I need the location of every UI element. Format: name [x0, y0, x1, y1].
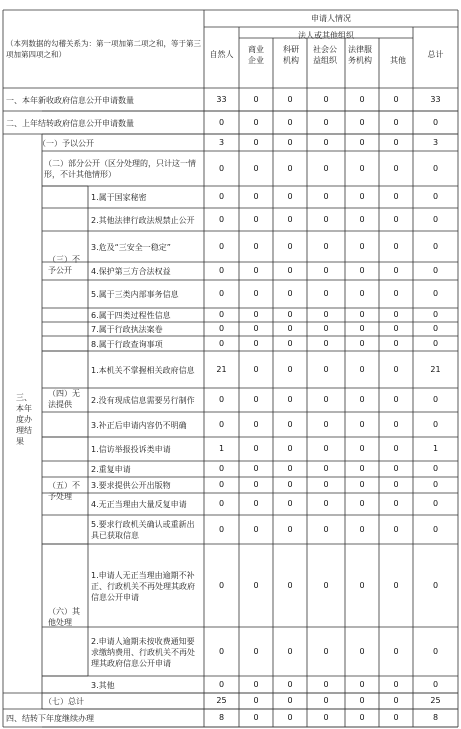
cell-natural: 0 [218, 395, 225, 404]
header-other: 其他 [390, 56, 406, 65]
cell-other: 0 [393, 480, 399, 489]
group-not-disclosed: （三）不予公开 [48, 255, 80, 275]
cell-other: 0 [393, 338, 399, 348]
cell-total: 25 [430, 696, 441, 705]
header-legal-orgs: 法人或其他组织 [298, 31, 354, 40]
cell-research: 0 [287, 214, 293, 224]
header-total: 总计 [427, 50, 444, 59]
cell-total: 0 [432, 524, 439, 534]
cell-natural: 25 [216, 696, 227, 705]
cell-other: 0 [393, 94, 399, 104]
cell-other: 0 [393, 679, 399, 689]
cell-other: 0 [393, 163, 399, 173]
cell-research: 0 [287, 192, 293, 201]
cell-legal: 0 [359, 266, 365, 275]
cell-commercial: 0 [253, 289, 259, 298]
cell-research: 0 [287, 338, 293, 348]
cell-total: 0 [432, 395, 439, 404]
cell-natural: 0 [218, 192, 225, 201]
cell-other: 0 [393, 289, 399, 298]
cell-research: 0 [287, 94, 293, 104]
cell-commercial: 0 [253, 192, 259, 201]
cell-legal: 0 [359, 419, 365, 429]
cell-social: 0 [323, 266, 329, 275]
cell-natural: 0 [218, 117, 225, 127]
cell-commercial: 0 [253, 338, 259, 348]
cell-natural: 0 [218, 214, 225, 224]
cell-research: 0 [287, 163, 293, 173]
cell-research: 0 [287, 419, 293, 429]
cell-natural: 0 [218, 464, 225, 473]
row-label: 1.本机关不掌握相关政府信息 [91, 365, 195, 375]
cell-social: 0 [323, 214, 329, 224]
row-label: 四、结转下年度继续办理 [6, 713, 94, 723]
cell-social: 0 [323, 696, 329, 705]
cell-legal: 0 [359, 713, 365, 722]
cell-research: 0 [287, 266, 293, 275]
row-label: 4.保护第三方合法权益 [91, 266, 171, 276]
cell-social: 0 [323, 395, 329, 404]
cell-natural: 21 [216, 364, 227, 374]
cell-natural: 0 [218, 338, 225, 348]
cell-commercial: 0 [253, 310, 259, 319]
cell-natural: 0 [218, 646, 225, 656]
cell-other: 0 [393, 646, 399, 656]
header-applicant-info: 申请人情况 [311, 14, 351, 23]
cell-commercial: 0 [253, 679, 259, 689]
cell-research: 0 [287, 241, 293, 251]
row-label: （二）部分公开（区分处理的，只计这一情形，不计其他情形） [44, 159, 196, 179]
cell-social: 0 [323, 338, 329, 348]
cell-natural: 0 [218, 310, 225, 319]
cell-commercial: 0 [253, 580, 259, 590]
cell-social: 0 [323, 480, 329, 489]
cell-total: 8 [432, 713, 439, 722]
row-label: （一）予以公开 [38, 138, 94, 148]
cell-total: 0 [432, 679, 439, 689]
cell-social: 0 [323, 580, 329, 590]
row-label: 2.没有现成信息需要另行制作 [91, 396, 195, 405]
cell-total: 0 [432, 480, 439, 489]
cell-other: 0 [393, 395, 399, 404]
cell-total: 3 [432, 137, 439, 147]
row-label: 1.申请人无正当理由逾期不补正、行政机关不再处理其政府信息公开申请 [91, 570, 195, 602]
cell-legal: 0 [359, 679, 365, 689]
header-legal-service: 法律服务机构 [348, 45, 372, 65]
cell-natural: 0 [218, 324, 225, 333]
cell-total: 0 [432, 419, 439, 429]
row-label: 一、本年新收政府信息公开申请数量 [6, 95, 134, 105]
cell-legal: 0 [359, 324, 365, 333]
cell-total: 0 [432, 289, 439, 298]
cell-total: 0 [432, 163, 439, 173]
row-label: 3.其他 [91, 680, 115, 690]
cell-research: 0 [287, 324, 293, 333]
cell-other: 0 [393, 696, 399, 705]
cell-social: 0 [323, 163, 329, 173]
cell-research: 0 [287, 580, 293, 590]
cell-legal: 0 [359, 192, 365, 201]
cell-natural: 0 [218, 580, 225, 590]
cell-total: 0 [432, 338, 439, 348]
cell-other: 0 [393, 192, 399, 201]
cell-social: 0 [323, 419, 329, 429]
cell-legal: 0 [359, 364, 365, 374]
row-label: 3.危及“三安全一稳定” [91, 242, 171, 252]
cell-commercial: 0 [253, 94, 259, 104]
cell-other: 0 [393, 310, 399, 319]
cell-total: 1 [432, 444, 439, 453]
header-research: 科研机构 [283, 45, 299, 65]
cell-other: 0 [393, 137, 399, 147]
cell-legal: 0 [359, 94, 365, 104]
cell-natural: 0 [218, 480, 225, 489]
cell-other: 0 [393, 713, 399, 722]
cell-social: 0 [323, 137, 329, 147]
row-label: 2.其他法律行政法规禁止公开 [91, 215, 195, 225]
row-label: 3.要求提供公开出版物 [91, 480, 171, 490]
cell-commercial: 0 [253, 499, 259, 508]
cell-total: 0 [432, 266, 439, 275]
cell-social: 0 [323, 444, 329, 453]
cell-legal: 0 [359, 117, 365, 127]
cell-research: 0 [287, 499, 293, 508]
cell-social: 0 [323, 241, 329, 251]
cell-commercial: 0 [253, 419, 259, 429]
cell-total: 21 [430, 364, 441, 374]
row-label: 2.重复申请 [91, 464, 131, 474]
cell-legal: 0 [359, 580, 365, 590]
cell-social: 0 [323, 192, 329, 201]
cell-legal: 0 [359, 289, 365, 298]
row-label: 8.属于行政查询事项 [91, 339, 163, 349]
cell-total: 33 [430, 94, 441, 104]
header-natural-person: 自然人 [209, 50, 234, 59]
cell-natural: 0 [218, 524, 225, 534]
cell-commercial: 0 [253, 444, 259, 453]
cell-research: 0 [287, 310, 293, 319]
cell-natural: 0 [218, 419, 225, 429]
row-label: 5.要求行政机关确认或重新出具已获取信息 [91, 520, 195, 540]
cell-commercial: 0 [253, 214, 259, 224]
cell-total: 0 [432, 324, 439, 333]
row-label: 1.信访举报投诉类申请 [91, 445, 171, 454]
row-label: 4.无正当理由大量反复申请 [91, 499, 187, 509]
section-results-label: 三、本年度办理结果 [16, 393, 32, 446]
group-other-processing: （六）其他处理 [48, 607, 80, 627]
row-label: 7.属于行政执法案卷 [91, 324, 163, 334]
cell-commercial: 0 [253, 395, 259, 404]
cell-research: 0 [287, 289, 293, 298]
cell-social: 0 [323, 713, 329, 722]
row-label: 2.申请人逾期未按收费通知要求缴纳费用、行政机关不再处理其政府信息公开申请 [91, 636, 195, 668]
cell-legal: 0 [359, 163, 365, 173]
cell-commercial: 0 [253, 324, 259, 333]
group-cannot-provide: （四）无法提供 [48, 389, 80, 409]
cell-natural: 0 [218, 266, 225, 275]
row-label: （七）总计 [44, 696, 84, 706]
row-label: 1.属于国家秘密 [91, 192, 147, 202]
cell-commercial: 0 [253, 364, 259, 374]
cell-commercial: 0 [253, 117, 259, 127]
cell-social: 0 [323, 524, 329, 534]
cell-other: 0 [393, 444, 399, 453]
cell-other: 0 [393, 241, 399, 251]
header-note: （本列数据的勾稽关系为：第一项加第二项之和，等于第三项加第四项之和） [6, 39, 201, 59]
header-social: 社会公益组织 [313, 45, 337, 65]
cell-natural: 33 [216, 94, 227, 104]
row-label: 3.补正后申请内容仍不明确 [91, 420, 187, 430]
cell-natural: 0 [218, 679, 225, 689]
cell-social: 0 [323, 289, 329, 298]
cell-legal: 0 [359, 480, 365, 489]
cell-legal: 0 [359, 444, 365, 453]
cell-commercial: 0 [253, 646, 259, 656]
cell-other: 0 [393, 117, 399, 127]
cell-commercial: 0 [253, 696, 259, 705]
cell-research: 0 [287, 137, 293, 147]
cell-social: 0 [323, 310, 329, 319]
cell-social: 0 [323, 679, 329, 689]
cell-research: 0 [287, 696, 293, 705]
cell-other: 0 [393, 364, 399, 374]
cell-social: 0 [323, 499, 329, 508]
cell-research: 0 [287, 444, 293, 453]
cell-legal: 0 [359, 214, 365, 224]
cell-total: 0 [432, 464, 439, 473]
cell-research: 0 [287, 646, 293, 656]
cell-legal: 0 [359, 241, 365, 251]
cell-social: 0 [323, 324, 329, 333]
cell-research: 0 [287, 364, 293, 374]
cell-natural: 0 [218, 499, 225, 508]
cell-social: 0 [323, 94, 329, 104]
cell-research: 0 [287, 395, 293, 404]
cell-total: 0 [432, 580, 439, 590]
cell-commercial: 0 [253, 713, 259, 722]
cell-legal: 0 [359, 499, 365, 508]
cell-social: 0 [323, 364, 329, 374]
cell-other: 0 [393, 499, 399, 508]
cell-natural: 1 [218, 444, 225, 453]
cell-research: 0 [287, 464, 293, 473]
row-label: 二、上年结转政府信息公开申请数量 [6, 118, 134, 128]
cell-total: 0 [432, 117, 439, 127]
cell-commercial: 0 [253, 464, 259, 473]
cell-commercial: 0 [253, 163, 259, 173]
cell-total: 0 [432, 241, 439, 251]
cell-other: 0 [393, 580, 399, 590]
cell-other: 0 [393, 464, 399, 473]
cell-other: 0 [393, 214, 399, 224]
cell-research: 0 [287, 524, 293, 534]
cell-legal: 0 [359, 524, 365, 534]
cell-legal: 0 [359, 395, 365, 404]
cell-social: 0 [323, 117, 329, 127]
cell-commercial: 0 [253, 266, 259, 275]
group-not-processed: （五）不予处理 [48, 481, 80, 501]
cell-natural: 3 [218, 137, 225, 147]
row-label: 6.属于四类过程性信息 [91, 310, 171, 320]
cell-other: 0 [393, 524, 399, 534]
cell-other: 0 [393, 419, 399, 429]
cell-total: 0 [432, 499, 439, 508]
cell-commercial: 0 [253, 524, 259, 534]
cell-legal: 0 [359, 696, 365, 705]
cell-commercial: 0 [253, 480, 259, 489]
cell-other: 0 [393, 266, 399, 275]
cell-research: 0 [287, 480, 293, 489]
cell-research: 0 [287, 117, 293, 127]
cell-natural: 0 [218, 163, 225, 173]
cell-natural: 8 [218, 713, 225, 722]
cell-natural: 0 [218, 289, 225, 298]
row-label: 5.属于三类内部事务信息 [91, 290, 179, 299]
cell-natural: 0 [218, 241, 225, 251]
cell-social: 0 [323, 646, 329, 656]
cell-legal: 0 [359, 137, 365, 147]
cell-research: 0 [287, 679, 293, 689]
cell-legal: 0 [359, 338, 365, 348]
cell-research: 0 [287, 713, 293, 722]
cell-social: 0 [323, 464, 329, 473]
header-commercial: 商业企业 [248, 45, 264, 65]
cell-total: 0 [432, 192, 439, 201]
cell-legal: 0 [359, 646, 365, 656]
cell-total: 0 [432, 310, 439, 319]
cell-legal: 0 [359, 464, 365, 473]
cell-other: 0 [393, 324, 399, 333]
cell-total: 0 [432, 214, 439, 224]
cell-commercial: 0 [253, 137, 259, 147]
cell-total: 0 [432, 646, 439, 656]
cell-commercial: 0 [253, 241, 259, 251]
cell-legal: 0 [359, 310, 365, 319]
